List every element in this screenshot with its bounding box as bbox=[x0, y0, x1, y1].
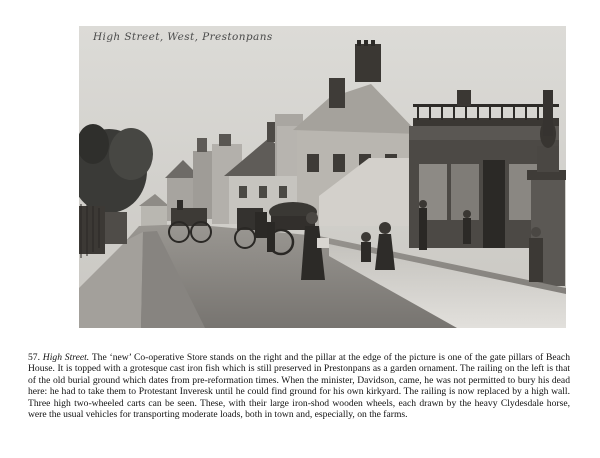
entry-text: The ‘new’ Co-operative Store stands on the right and the pillar at the edge of the picture is one of the gate pillars of Beach House. It is topped with a grotesque cast iron fish which is still preserved in Prestonpans as a garden ornament. The railing on the left is that of the old burial ground which dates from pre-reformation times. When the minister, Davidson, came, he was not permitted to bury his dead here: he had to take them to Protestant Inveresk until he could find ground for his own kirkyard. The railing is now replaced by a high wall. Three high two-wheeled carts can be seen. These, with their large iron-shod wooden wheels, each drawn by the heavy Clydesdale horse, were the usual vehicles for transporting moderate loads, both in town and, especially, on the farms. bbox=[28, 352, 570, 421]
historic-street-photo bbox=[79, 26, 566, 328]
caption-paragraph bbox=[28, 352, 570, 420]
entry-number: 57. bbox=[28, 352, 40, 363]
photo-caption: High Street, West, Prestonpans bbox=[93, 31, 273, 43]
street-scene-image bbox=[79, 26, 566, 328]
entry-title: High Street. bbox=[42, 352, 90, 363]
